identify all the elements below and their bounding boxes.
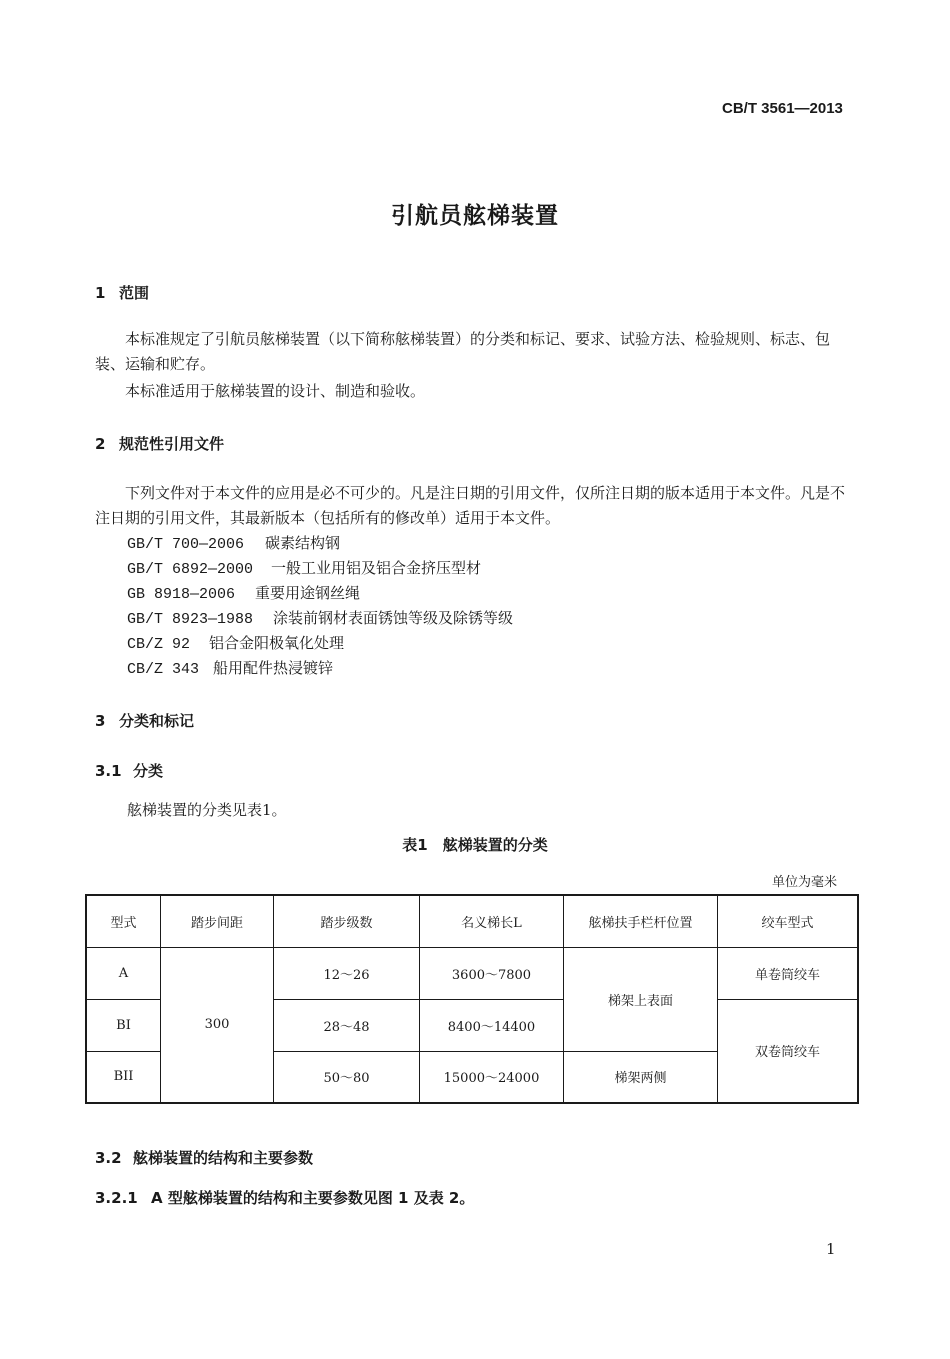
reference-name: 重要用途钢丝绳 [255,584,361,602]
classification-table [85,894,859,1104]
reference-code: GB/T 8923—1988 [127,611,254,628]
reference-item [127,607,513,628]
page-number: 1 [826,1240,836,1258]
table-header-cell: 舷梯扶手栏杆位置 [564,895,718,947]
table-header-row [86,895,858,947]
section-3-1-heading [95,760,163,781]
reference-code: CB/Z 343 [127,661,200,678]
section-1-paragraph-2: 本标准适用于舷梯装置的设计、制造和验收。 [125,382,426,400]
winch-type-cell: 双卷筒绞车 [718,999,859,1103]
section-1-paragraph-1: 本标准规定了引航员舷梯装置（以下简称舷梯装置）的分类和标记、要求、试验方法、检验规则、标志、包装、运输和贮存。 [95,330,831,373]
reference-item [127,632,344,653]
reference-name: 铝合金阳极氧化处理 [209,634,345,652]
reference-name: 碳素结构钢 [265,534,341,552]
section-title: 规范性引用文件 [119,435,225,453]
table-caption: 表1 舷梯装置的分类 [402,836,548,854]
section-title: 分类和标记 [119,712,195,730]
rail-position-cell: 梯架两侧 [564,1051,718,1103]
reference-name: 船用配件热浸镀锌 [213,659,334,677]
table-header-cell: 踏步间距 [161,895,274,947]
standard-code: CB/T 3561—2013 [722,100,843,117]
step-count-cell: 28～48 [274,999,420,1051]
nominal-length-cell: 3600～7800 [420,947,564,999]
section-title: 分类 [133,762,164,780]
nominal-length-cell: 8400～14400 [420,999,564,1051]
reference-name: 一般工业用铝及铝合金挤压型材 [271,559,482,577]
nominal-length-cell: 15000～24000 [420,1051,564,1103]
winch-type-cell: 单卷筒绞车 [718,947,859,999]
step-spacing-cell: 300 [161,947,274,1103]
reference-name: 涂装前钢材表面锈蚀等级及除锈等级 [273,609,514,627]
reference-code: GB/T 700—2006 [127,536,245,553]
reference-code: GB 8918—2006 [127,586,236,603]
rail-position-cell: 梯架上表面 [564,947,718,1051]
table-header-cell: 型式 [86,895,161,947]
section-3-1-text: 舷梯装置的分类见表1。 [127,801,287,819]
section-text: A 型舷梯装置的结构和主要参数见图 1 及表 2。 [151,1189,475,1207]
document-title: 引航员舷梯装置 [391,203,559,229]
section-title: 舷梯装置的结构和主要参数 [133,1149,314,1167]
section-number: 2 [95,435,106,453]
section-1-heading [95,282,149,303]
section-title: 范围 [119,284,150,302]
section-number: 3.1 [95,762,122,780]
reference-code: CB/Z 92 [127,636,191,653]
step-count-cell: 12～26 [274,947,420,999]
reference-code: GB/T 6892—2000 [127,561,254,578]
section-2-heading [95,433,224,454]
step-count-cell: 50～80 [274,1051,420,1103]
section-3-2-1-text [95,1187,474,1208]
section-number: 1 [95,284,106,302]
section-number: 3.2.1 [95,1189,138,1207]
section-number: 3.2 [95,1149,122,1167]
section-3-heading [95,710,194,731]
type-cell: A [86,947,161,999]
type-cell: BII [86,1051,161,1103]
section-number: 3 [95,712,106,730]
section-2-intro: 下列文件对于本文件的应用是必不可少的。凡是注日期的引用文件，仅所注日期的版本适用于本文件。凡是不注日期的引用文件，其最新版本（包括所有的修改单）适用于本文件。 [95,484,846,527]
reference-item [127,582,360,603]
table-header-cell: 踏步级数 [274,895,420,947]
reference-item [127,657,333,678]
reference-item [127,557,481,578]
section-3-2-heading [95,1147,313,1168]
table-row [86,947,858,999]
type-cell: BI [86,999,161,1051]
table-header-cell: 名义梯长L [420,895,564,947]
table-header-cell: 绞车型式 [718,895,859,947]
reference-item [127,532,340,553]
table-unit-note: 单位为毫米 [772,875,838,890]
